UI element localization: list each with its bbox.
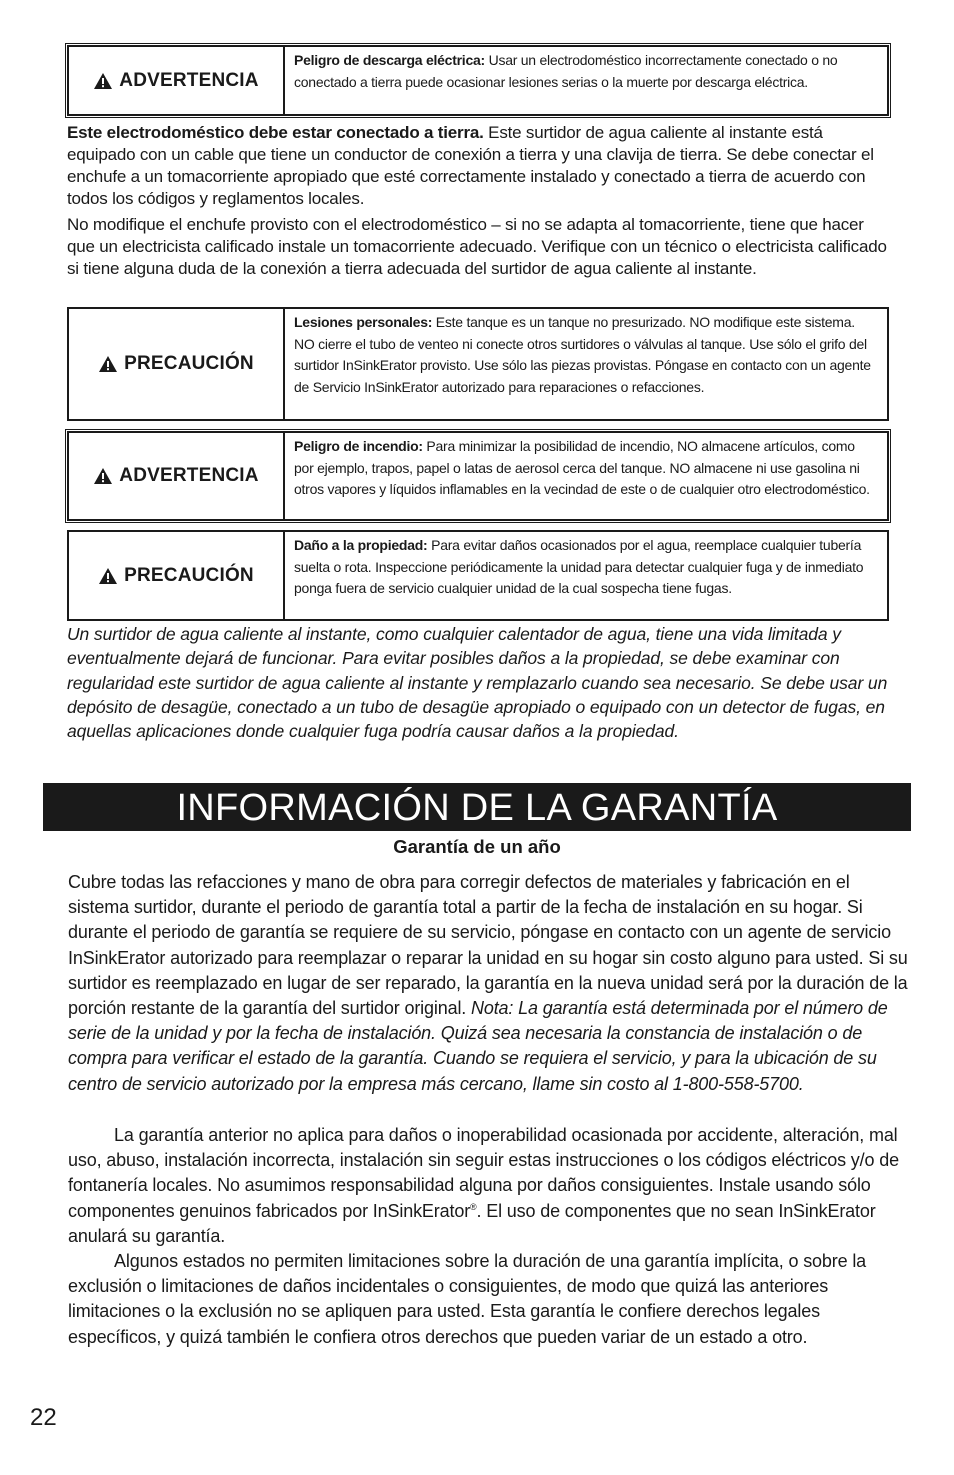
page-number: 22 <box>30 1404 57 1431</box>
warning-label <box>69 433 285 519</box>
warning-text <box>285 47 887 114</box>
warning-triangle-icon <box>93 467 113 485</box>
caution-text <box>285 532 887 619</box>
warning-body: Para minimizar la posibilidad de incendio, NO almacene artículos, como por ejemplo, trapos, papel o latas de aerosol cerca del tanque. NO almacene ni use gasolina ni otros vapores y líquidos inflamables en la vecindad de este o de cualquier otro electrodoméstico. <box>294 438 870 497</box>
warranty-title: INFORMACIÓN DE LA GARANTÍA <box>43 783 911 831</box>
registered-mark: ® <box>470 1201 477 1212</box>
caution-label <box>69 309 285 419</box>
warning-label-text: ADVERTENCIA <box>119 69 259 91</box>
warranty-paragraph-1 <box>68 870 908 1097</box>
warning-label-text: ADVERTENCIA <box>119 465 259 486</box>
caution-body: Para evitar daños ocasionados por el agua, reemplace cualquier tubería suelta o rota. Inspeccione periódicamente la unidad para detectar cualquier fuga y de inmediato ponga fuera de servicio cualquier unidad de la cual sospecha tiene fugas. <box>294 537 864 596</box>
grounding-text: Este surtidor de agua caliente al instante está equipado con un cable que tiene un conductor de conexión a tierra y una clavija de tierra. Se debe conectar el enchufe a un tomacorriente apropiado que esté correctamente instalado y conectado a tierra de acuerdo con todos los códigos y reglamentos locales. <box>67 123 874 208</box>
caution-body: Este tanque es un tanque no presurizado. NO modifique este sistema. NO cierre el tubo de venteo ni conecte otros surtidores o válvulas al tanque. Use sólo el grifo del surtidor InSinkErator provisto. Use sólo las piezas provistas. Póngase en contacto con un agente de Servicio InSinkErator autorizado para reparaciones o refacciones. <box>294 314 871 395</box>
warranty-p2-text: La garantía anterior no aplica para daños o inoperabilidad ocasionada por accidente, alteración, mal uso, abuso, instalación incorrecta, instalación sin seguir estas instrucciones o los códigos eléctricos y/o de fontanería locales. No asumimos responsabilidad alguna por daños consiguientes. Instale usando sólo componentes genuinos fabricados por InSinkErator <box>68 1125 899 1221</box>
caution-title: Lesiones personales: <box>294 314 433 330</box>
caution-label-text: PRECAUCIÓN <box>124 353 254 374</box>
caution-box-property <box>67 530 889 621</box>
warning-label <box>69 47 285 114</box>
warning-box-electric <box>67 45 889 116</box>
plug-paragraph: No modifique el enchufe provisto con el electrodoméstico – si no se adapta al tomacorriente, tiene que hacer que un electricista calificado instale un tomacorriente adecuado. Verifique con un técnico o electricista calificado si tiene alguna duda de la conexión a tierra adecuada del surtidor de agua caliente al instante. <box>67 215 887 278</box>
warning-text <box>285 433 887 519</box>
warranty-subtitle: Garantía de un año <box>393 836 561 857</box>
warning-triangle-icon <box>98 567 118 585</box>
caution-title: Daño a la propiedad: <box>294 537 428 553</box>
caution-label <box>69 532 285 619</box>
warning-triangle-icon <box>93 72 113 90</box>
grounding-bold: Este electrodoméstico debe estar conectado a tierra. <box>67 123 484 142</box>
warranty-p1-text: Cubre todas las refacciones y mano de obra para corregir defectos de materiales y fabricación en el sistema surtidor, durante el periodo de garantía total a partir de la fecha de instalación en su hogar. Si durante el periodo de garantía se requiere de su servicio, póngase en contacto con un agente de servicio InSinkErator autorizado para reemplazar o reparar la unidad en su hogar sin costo alguno para usted. Si su surtidor es reemplazado en lugar de ser reparado, la garantía en la nueva unidad será por la duración de la porción restante de la garantía del surtidor original. <box>68 872 908 1019</box>
caution-label-text: PRECAUCIÓN <box>124 564 254 586</box>
warranty-paragraph-2 <box>68 1123 908 1249</box>
warning-box-fire <box>67 431 889 521</box>
warranty-p1-note: Nota: La garantía está determinada por el número de serie de la unidad y por la fecha de instalación. Quizá sea necesaria la constancia de instalación o de compra para verificar el estado de la garantía. Cuando se requiera el servicio, y para la ubicación de su centro de servicio autorizado por la empresa más cercano, llame sin costo al 1-800-558-5700. <box>68 998 888 1094</box>
warranty-p2-tail: . El uso de componentes que no sean InSinkErator anulará su garantía. <box>68 1200 876 1246</box>
warning-triangle-icon <box>98 355 118 373</box>
caution-text <box>285 309 887 419</box>
warning-title: Peligro de incendio: <box>294 438 423 454</box>
warning-body: Usar un electrodoméstico incorrectamente conectado o no conectado a tierra puede ocasionar lesiones serias o la muerte por descarga eléctrica. <box>294 52 838 90</box>
caution-box-injury <box>67 307 889 421</box>
lifespan-paragraph: Un surtidor de agua caliente al instante, como cualquier calentador de agua, tiene una vida limitada y eventualmente dejará de funcionar. Para evitar posibles daños a la propiedad, se debe examinar con regularidad este surtidor de agua caliente al instante y remplazarlo cuando sea necesario. Se debe usar un depósito de desagüe, conectado a un tubo de desagüe apropiado o equipado con un detector de fugas, en aquellas aplicaciones donde cualquier fuga podría causar daños a la propiedad. <box>67 624 888 742</box>
warning-title: Peligro de descarga eléctrica: <box>294 52 485 68</box>
warranty-paragraph-3: Algunos estados no permiten limitaciones sobre la duración de una garantía implícita, o sobre la exclusión o limitaciones de daños incidentales o consiguientes, de modo que quizá las anteriores limitaciones o la exclusión no se apliquen para usted. Esta garantía le confiere derechos legales específicos, y quizá también le confiera otros derechos que pueden variar de un estado a otro. <box>68 1251 867 1347</box>
grounding-paragraph <box>67 122 889 210</box>
